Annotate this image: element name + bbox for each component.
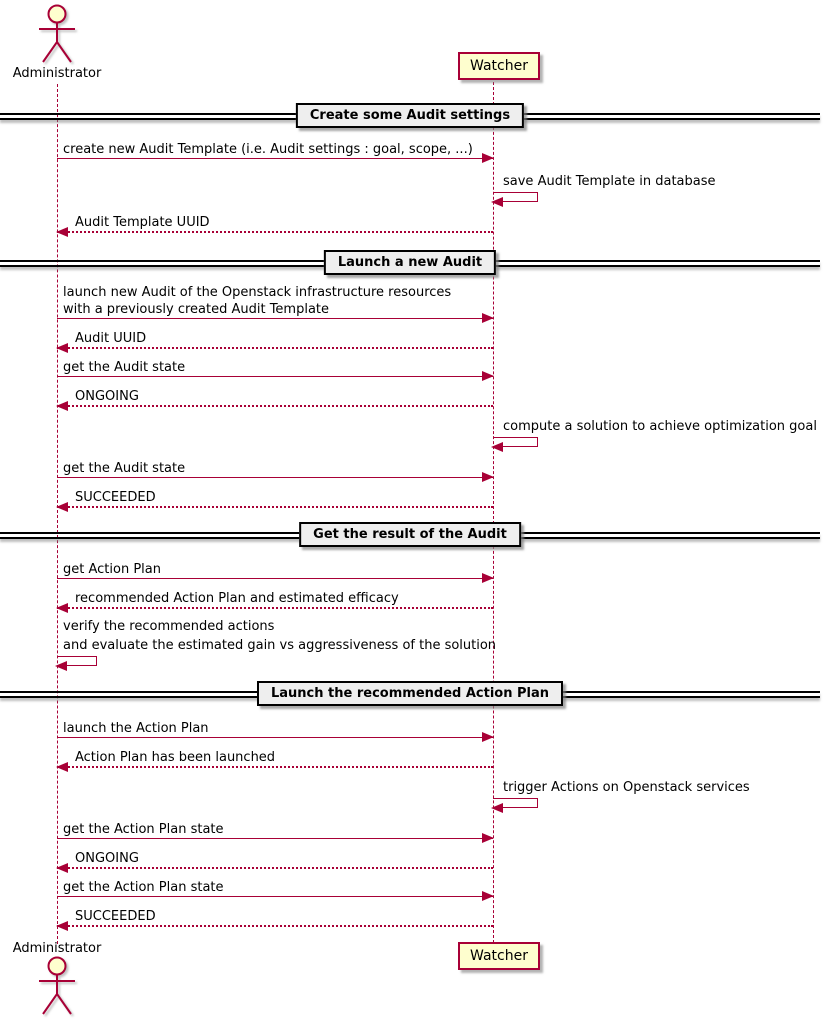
- message-text: get the Action Plan state: [63, 822, 224, 837]
- solid-arrow-right: [57, 737, 493, 738]
- message-text: launch the Action Plan: [63, 721, 209, 736]
- message-text: SUCCEEDED: [75, 490, 156, 505]
- message-ongoing-2: [57, 850, 493, 869]
- dotted-arrow-left: [57, 607, 493, 609]
- watcher-lifeline: [493, 82, 494, 943]
- arrowhead-right-icon: [482, 371, 494, 381]
- message-text: compute a solution to achieve optimization goal: [503, 419, 817, 434]
- arrowhead-right-icon: [482, 472, 494, 482]
- message-action-plan-launched: [57, 749, 493, 768]
- arrowhead-left-icon: [491, 197, 503, 207]
- arrowhead-left-icon: [56, 502, 68, 512]
- divider-launch-new-audit: [0, 250, 820, 278]
- arrowhead-left-icon: [56, 921, 68, 931]
- arrowhead-right-icon: [482, 573, 494, 583]
- solid-arrow-right: [57, 578, 493, 579]
- dotted-arrow-left: [57, 231, 493, 233]
- self-arrow: [493, 437, 538, 447]
- dotted-arrow-left: [57, 766, 493, 768]
- message-audit-uuid: [57, 330, 493, 349]
- divider-label: Launch the recommended Action Plan: [257, 681, 563, 706]
- arrowhead-right-icon: [482, 732, 494, 742]
- message-text: ONGOING: [75, 851, 139, 866]
- message-text: create new Audit Template (i.e. Audit settings : goal, scope, ...): [63, 142, 473, 157]
- arrowhead-right-icon: [482, 891, 494, 901]
- participant-watcher-top: Watcher: [458, 52, 540, 80]
- arrowhead-left-icon: [56, 863, 68, 873]
- divider-label: Create some Audit settings: [296, 103, 524, 128]
- message-create-audit-template: [57, 141, 493, 159]
- message-text: SUCCEEDED: [75, 909, 156, 924]
- self-arrow: [57, 656, 97, 666]
- actor-administrator-label: Administrator: [12, 66, 102, 81]
- message-get-action-plan: [57, 561, 493, 579]
- message-trigger-actions: [493, 779, 750, 808]
- message-text: Audit UUID: [75, 331, 147, 346]
- message-get-audit-state-1: [57, 359, 493, 377]
- arrowhead-left-icon: [56, 762, 68, 772]
- message-recommended-action-plan: [57, 590, 493, 609]
- self-arrow: [493, 798, 538, 808]
- solid-arrow-right: [57, 158, 493, 159]
- message-text: recommended Action Plan and estimated efficacy: [75, 591, 399, 606]
- dotted-arrow-left: [57, 506, 493, 508]
- message-get-audit-state-2: [57, 460, 493, 478]
- solid-arrow-right: [57, 477, 493, 478]
- message-text: Audit Template UUID: [75, 215, 210, 230]
- arrowhead-left-icon: [55, 661, 67, 671]
- message-get-action-plan-state-1: [57, 821, 493, 839]
- divider-create-audit-settings: [0, 103, 820, 131]
- message-text: and evaluate the estimated gain vs aggressiveness of the solution: [63, 638, 497, 653]
- dotted-arrow-left: [57, 405, 493, 407]
- message-verify-actions: [57, 618, 496, 666]
- divider-label: Launch a new Audit: [324, 250, 496, 275]
- message-text: get the Audit state: [63, 461, 186, 476]
- arrowhead-left-icon: [491, 442, 503, 452]
- message-launch-action-plan: [57, 720, 493, 738]
- actor-administrator-top: [5, 4, 109, 81]
- message-launch-new-audit: [57, 284, 493, 319]
- solid-arrow-right: [57, 318, 493, 319]
- message-compute-solution: [493, 418, 817, 447]
- divider-label: Get the result of the Audit: [299, 522, 521, 547]
- message-save-audit-template: [493, 173, 716, 202]
- arrowhead-right-icon: [482, 153, 494, 163]
- self-arrow: [493, 192, 538, 202]
- message-text: ONGOING: [75, 389, 139, 404]
- solid-arrow-right: [57, 376, 493, 377]
- message-text: Action Plan has been launched: [75, 750, 276, 765]
- administrator-lifeline: [57, 84, 58, 944]
- solid-arrow-right: [57, 838, 493, 839]
- arrowhead-left-icon: [56, 227, 68, 237]
- arrowhead-left-icon: [56, 603, 68, 613]
- dotted-arrow-left: [57, 347, 493, 349]
- divider-launch-recommended-action-plan: [0, 681, 820, 709]
- message-text: trigger Actions on Openstack services: [503, 780, 750, 795]
- arrowhead-right-icon: [482, 313, 494, 323]
- dotted-arrow-left: [57, 867, 493, 869]
- arrowhead-left-icon: [56, 401, 68, 411]
- person-icon: [5, 956, 109, 1018]
- message-get-action-plan-state-2: [57, 879, 493, 897]
- message-text: launch new Audit of the Openstack infrastructure resources: [63, 285, 452, 300]
- arrowhead-right-icon: [482, 833, 494, 843]
- message-succeeded-2: [57, 908, 493, 927]
- message-text: verify the recommended actions: [63, 619, 275, 634]
- solid-arrow-right: [57, 896, 493, 897]
- actor-administrator-label: Administrator: [12, 941, 102, 956]
- person-icon: [5, 4, 109, 66]
- arrowhead-left-icon: [56, 343, 68, 353]
- message-text: save Audit Template in database: [503, 174, 716, 189]
- message-audit-template-uuid: [57, 214, 493, 233]
- message-succeeded-1: [57, 489, 493, 508]
- actor-administrator-bottom: [5, 941, 109, 1018]
- participant-watcher-bottom: Watcher: [458, 942, 540, 970]
- arrowhead-left-icon: [491, 803, 503, 813]
- message-text: with a previously created Audit Template: [63, 302, 330, 317]
- divider-get-result-of-audit: [0, 522, 820, 550]
- dotted-arrow-left: [57, 925, 493, 927]
- message-ongoing-1: [57, 388, 493, 407]
- message-text: get Action Plan: [63, 562, 161, 577]
- message-text: get the Action Plan state: [63, 880, 224, 895]
- message-text: get the Audit state: [63, 360, 186, 375]
